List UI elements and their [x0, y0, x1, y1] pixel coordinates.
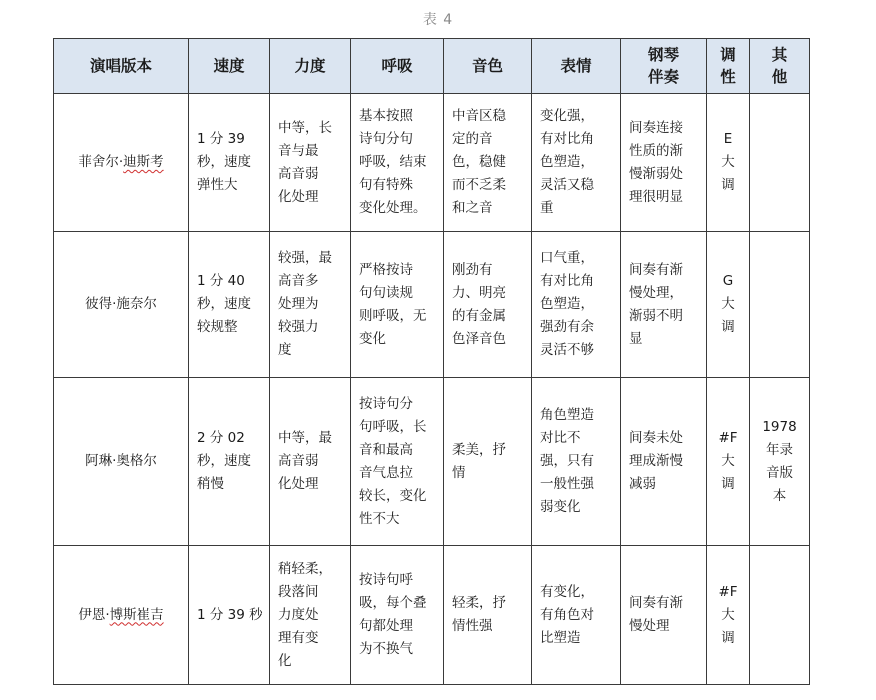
- header-key: 调 性: [707, 39, 750, 94]
- cell-piano: 间奏有渐 慢处理， 渐弱不明 显: [621, 232, 707, 378]
- table-caption: 表 4: [422, 12, 454, 28]
- cell-expression: 口气重， 有对比角 色塑造， 强劲有余 灵活不够: [532, 232, 621, 378]
- cell-other: [750, 232, 810, 378]
- header-other: 其 他: [750, 39, 810, 94]
- cell-timbre: 刚劲有 力、明亮 的有金属 色泽音色: [444, 232, 532, 378]
- version-text: 伊恩·: [78, 606, 110, 623]
- cell-key: #F 大 调: [707, 546, 750, 685]
- cell-speed: 1 分 40 秒，速度 较规整: [189, 232, 270, 378]
- cell-breathing: 按诗句呼 吸，每个叠 句都处理 为不换气: [351, 546, 444, 685]
- cell-key: G 大 调: [707, 232, 750, 378]
- header-version: 演唱版本: [54, 39, 189, 94]
- table-row: [54, 94, 810, 232]
- cell-breathing: 基本按照 诗句分句 呼吸，结束 句有特殊 变化处理。: [351, 94, 444, 232]
- cell-dynamics: 较强，最 高音多 处理为 较强力 度: [270, 232, 351, 378]
- table-row: [54, 232, 810, 378]
- version-text: 菲舍尔·: [78, 154, 124, 170]
- cell-speed: 2 分 02 秒，速度 稍慢: [189, 378, 270, 546]
- cell-version: [54, 94, 189, 232]
- cell-breathing: 按诗句分 句呼吸，长 音和最高 音气息拉 较长，变化 性不大: [351, 378, 444, 546]
- cell-speed: 1 分 39 秒: [189, 546, 270, 685]
- cell-speed: 1 分 39 秒，速度 弹性大: [189, 94, 270, 232]
- header-piano: 钢琴 伴奏: [621, 39, 707, 94]
- cell-dynamics: 中等，最 高音弱 化处理: [270, 378, 351, 546]
- comparison-table: [53, 38, 810, 685]
- header-expression: 表情: [532, 39, 621, 94]
- cell-expression: 角色塑造 对比不 强，只有 一般性强 弱变化: [532, 378, 621, 546]
- cell-other: [750, 546, 810, 685]
- header-timbre: 音色: [444, 39, 532, 94]
- header-breathing: 呼吸: [351, 39, 444, 94]
- cell-timbre: 柔美，抒 情: [444, 378, 532, 546]
- cell-version: [54, 546, 189, 685]
- version-text-spellcheck: 博斯崔吉: [109, 606, 164, 623]
- header-dynamics: 力度: [270, 39, 351, 94]
- cell-breathing: 严格按诗 句句读规 则呼吸，无 变化: [351, 232, 444, 378]
- cell-key: E 大 调: [707, 94, 750, 232]
- cell-expression: 有变化， 有角色对 比塑造: [532, 546, 621, 685]
- cell-key: #F 大 调: [707, 378, 750, 546]
- cell-timbre: 中音区稳 定的音 色，稳健 而不乏柔 和之音: [444, 94, 532, 232]
- version-text: 彼得·施奈尔: [85, 296, 157, 312]
- cell-other: 1978 年录 音版 本: [750, 378, 810, 546]
- cell-timbre: 轻柔，抒 情性强: [444, 546, 532, 685]
- cell-piano: 间奏连接 性质的渐 慢渐弱处 理很明显: [621, 94, 707, 232]
- version-text-spellcheck: 迪斯考: [123, 154, 164, 170]
- table-row: [54, 378, 810, 546]
- cell-version: [54, 232, 189, 378]
- cell-expression: 变化强， 有对比角 色塑造， 灵活又稳 重: [532, 94, 621, 232]
- cell-piano: 间奏未处 理成渐慢 减弱: [621, 378, 707, 546]
- cell-other: [750, 94, 810, 232]
- version-text: 阿琳·奥格尔: [85, 453, 157, 469]
- cell-version: [54, 378, 189, 546]
- table-header-row: [54, 39, 810, 94]
- table-row: [54, 546, 810, 685]
- cell-dynamics: 稍轻柔， 段落间 力度处 理有变 化: [270, 546, 351, 685]
- cell-piano: 间奏有渐 慢处理: [621, 546, 707, 685]
- header-speed: 速度: [189, 39, 270, 94]
- cell-dynamics: 中等，长 音与最 高音弱 化处理: [270, 94, 351, 232]
